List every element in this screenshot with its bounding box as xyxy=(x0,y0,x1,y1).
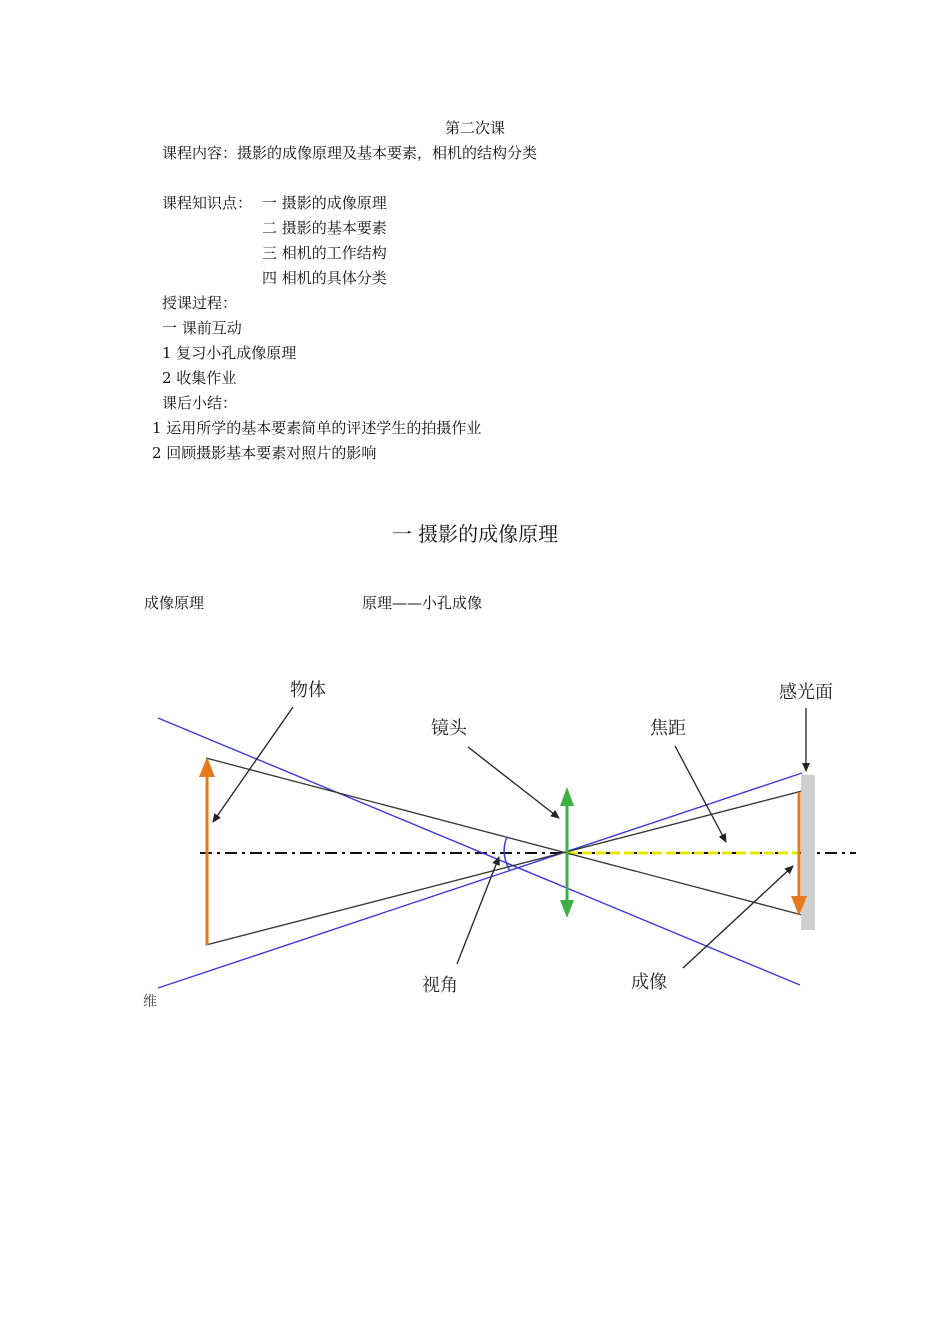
object-pointer xyxy=(213,707,293,822)
section-heading: 一 摄影的成像原理 xyxy=(391,522,559,546)
lens-pointer xyxy=(468,747,559,818)
process-item: 1 复习小孔成像原理 xyxy=(162,344,297,362)
knowledge-point: 三 相机的工作结构 xyxy=(262,244,387,262)
lesson-title: 第二次课 xyxy=(444,119,505,137)
focal-length-label: 焦距 xyxy=(650,718,686,739)
left-caption: 成像原理 xyxy=(144,594,205,612)
focal-pointer xyxy=(675,746,726,842)
stray-char: 维 xyxy=(143,994,157,1010)
knowledge-point: 四 相机的具体分类 xyxy=(262,269,387,287)
sensor-plate xyxy=(801,775,815,930)
ray xyxy=(206,791,802,945)
lens-head-top xyxy=(560,787,574,806)
summary-item: 2 回顾摄影基本要素对照片的影响 xyxy=(152,444,377,462)
process-item: 2 收集作业 xyxy=(162,369,237,387)
view-angle-label: 视角 xyxy=(422,975,458,996)
view-angle-line xyxy=(158,773,802,988)
lens-label: 镜头 xyxy=(431,718,467,739)
course-content: 课程内容：摄影的成像原理及基本要素，相机的结构分类 xyxy=(162,144,538,162)
ray xyxy=(206,758,802,915)
right-caption: 原理——小孔成像 xyxy=(362,594,483,612)
sensor-label: 感光面 xyxy=(779,682,833,703)
process-item: 一 课前互动 xyxy=(162,319,242,337)
image-label: 成像 xyxy=(631,972,667,993)
image-pointer xyxy=(683,866,793,968)
view-angle-pointer xyxy=(457,857,499,964)
lens-head-bottom xyxy=(560,900,574,918)
process-label: 授课过程： xyxy=(162,294,238,312)
object-label: 物体 xyxy=(290,680,326,701)
knowledge-label: 课程知识点： xyxy=(162,194,253,212)
summary-item: 1 运用所学的基本要素简单的评述学生的拍摄作业 xyxy=(152,419,482,437)
summary-label: 课后小结： xyxy=(162,394,238,412)
knowledge-point: 一 摄影的成像原理 xyxy=(262,194,387,212)
knowledge-point: 二 摄影的基本要素 xyxy=(262,219,387,237)
